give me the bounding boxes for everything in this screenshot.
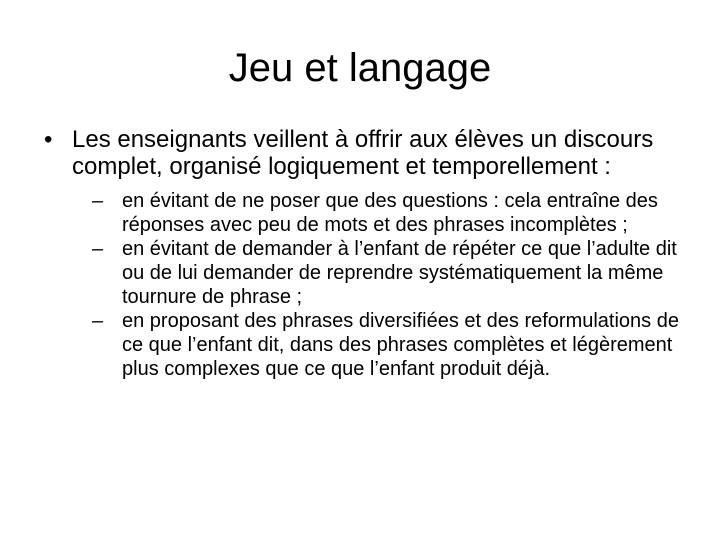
sub-bullet-marker: – [92,190,104,212]
sub-bullet-item [92,237,692,309]
sub-bullet-marker: – [92,310,104,332]
slide-title: Jeu et langage [228,46,492,90]
bullet-list [44,126,679,381]
sub-bullet-item [92,189,692,237]
sub-bullet-marker: – [92,238,104,260]
sub-bullet-item [92,309,692,381]
sub-bullet-text: en évitant de ne poser que des questions : cela entraîne des réponses avec peu de mots et des phrases incomplètes ; [122,190,658,236]
sub-bullet-text: en proposant des phrases diversifiées et des reformulations de ce que l’enfant dit, dans des phrases complètes et légèrement plus complexes que ce que l’enfant produit déjà. [122,310,679,380]
sub-bullet-text: en évitant de demander à l’enfant de répéter ce que l’adulte dit ou de lui demander de reprendre systématiquement la même tournure de phrase ; [122,238,677,308]
bullet-text: Les enseignants veillent à offrir aux élèves un discours complet, organisé logiquement et temporellement : [72,126,654,180]
sub-bullet-list [92,189,692,381]
bullet-item [44,126,664,180]
bullet-marker: • [44,126,53,153]
